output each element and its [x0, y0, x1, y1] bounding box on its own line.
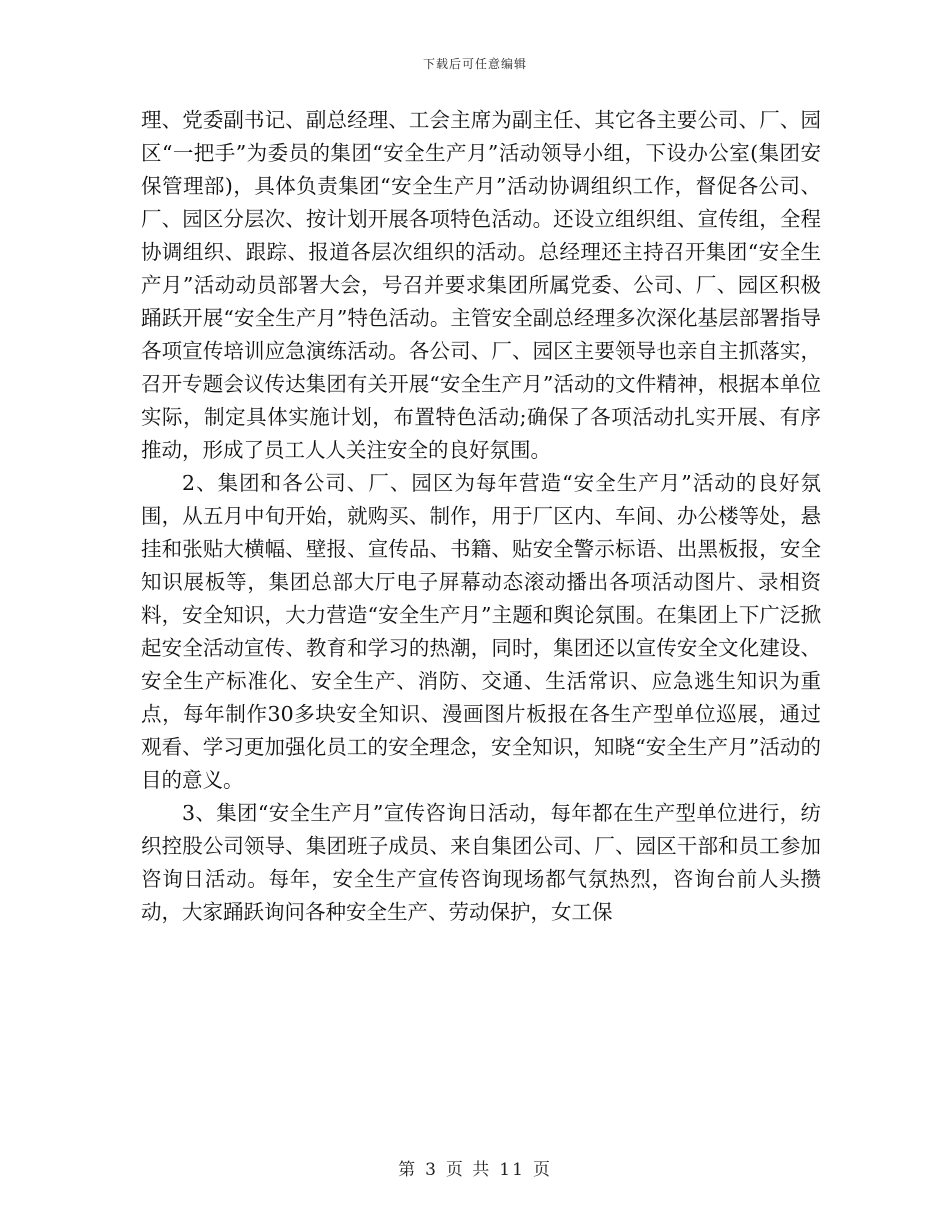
paragraph-2: 2、集团和各公司、厂、园区为每年营造“安全生产月”活动的良好氛围，从五月中旬开始，就购买、制作，用于厂区内、车间、办公楼等处，悬挂和张贴大横幅、壁报、宣传品、书籍、贴安全警示标语、出黑板报，安全知识展板等，集团总部大厅电子屏幕动态滚动播出各项活动图片、录相资料，安全知识，大力营造“安全生产月”主题和舆论氛围。在集团上下广泛掀起安全活动宣传、教育和学习的热潮，同时，集团还以宣传安全文化建设、安全生产标准化、安全生产、消防、交通、生活常识、应急逃生知识为重点，每年制作30多块安全知识、漫画图片板报在各生产型单位巡展，通过观看、学习更加强化员工的安全理念，安全知识，知晓“安全生产月”活动的目的意义。 — [141, 471, 821, 792]
paragraph-1: 理、党委副书记、副总经理、工会主席为副主任、其它各主要公司、厂、园区“一把手”为委员的集团“安全生产月”活动领导小组，下设办公室(集团安保管理部)，具体负责集团“安全生产月”活动协调组织工作，督促各公司、厂、园区分层次、按计划开展各项特色活动。还设立组织组、宣传组，全程协调组织、跟踪、报道各层次组织的活动。总经理还主持召开集团“安全生产月”活动动员部署大会，号召并要求集团所属党委、公司、厂、园区积极踊跃开展“安全生产月”特色活动。主管安全副总经理多次深化基层部署指导各项宣传培训应急演练活动。各公司、厂、园区主要领导也亲自主抓落实，召开专题会议传达集团有关开展“安全生产月”活动的文件精神，根据本单位实际，制定具体实施计划，布置特色活动;确保了各项活动扎实开展、有序推动，形成了员工人人关注安全的良好氛围。 — [141, 108, 821, 462]
total-page-count: 11 — [499, 1160, 525, 1180]
page-header: 下载后可任意编辑 — [422, 57, 527, 71]
document-body — [141, 104, 821, 929]
current-page-number: 3 — [425, 1160, 438, 1180]
footer-prefix: 第 — [398, 1160, 418, 1180]
footer-suffix: 页 — [532, 1160, 552, 1180]
paragraph-3: 3、集团“安全生产月”宣传咨询日活动，每年都在生产型单位进行，纺织控股公司领导、集团班子成员、来自集团公司、厂、园区干部和员工参加咨询日活动。每年，安全生产宣传咨询现场都气氛热烈，咨询台前人头攒动，大家踊跃询问各种安全生产、劳动保护，女工保 — [141, 801, 821, 924]
footer-middle: 页 共 — [445, 1160, 492, 1180]
page-footer — [0, 1155, 950, 1180]
